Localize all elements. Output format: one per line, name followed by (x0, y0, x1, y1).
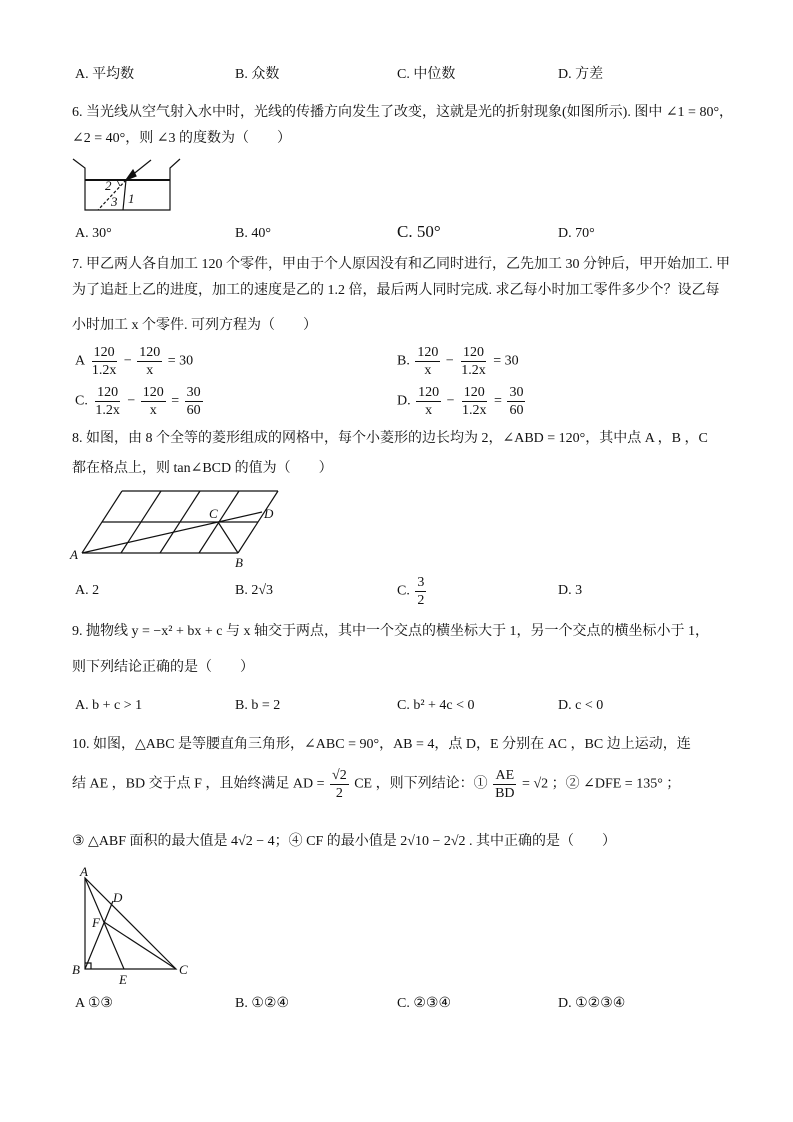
angle-label-3: 3 (111, 194, 118, 209)
point-label-f: F (92, 915, 100, 930)
q5-option-d: D. 方差 (558, 67, 604, 82)
text: = √2 ；② ∠DFE = 135° ； (522, 776, 681, 792)
q7-text-line1: 7. 甲乙两人各自加工 120 个零件，甲由于个人原因没有和乙同时进行，乙先加工 30 分钟后，甲开始加工. 甲 (72, 257, 730, 272)
q10-option-d: D. ①②③④ (558, 996, 626, 1011)
numerator: 120 (463, 345, 484, 360)
q8-option-a: A. 2 (75, 583, 100, 598)
numerator: 30 (509, 385, 524, 400)
q6-option-c: C. 50° (397, 222, 441, 241)
denominator: 2 (417, 593, 425, 608)
point-label-a: A (80, 864, 88, 879)
q6-text-line1: 6. 当光线从空气射入水中时，光线的传播方向发生了改变，这就是光的折射现象(如图所示). 图中 ∠1 = 80°， (72, 105, 734, 120)
angle-label-1: 1 (128, 191, 135, 206)
q9-option-b: B. b = 2 (235, 698, 281, 713)
q6-option-d: D. 70° (558, 226, 595, 241)
point-label-a: A (70, 547, 78, 562)
q8-text-line1: 8. 如图，由 8 个全等的菱形组成的网格中，每个小菱形的边长均为 2，∠ABD = 120°，其中点 A ，B ，C (72, 431, 708, 446)
denominator: 1.2x (95, 403, 120, 418)
numerator: 3 (417, 575, 425, 590)
denominator: 1.2x (462, 403, 487, 418)
point-label-b: B (72, 962, 80, 977)
option-label: D. (397, 393, 411, 409)
q6-option-b: B. 40° (235, 226, 271, 241)
numerator: 120 (142, 385, 164, 400)
option-label: B. (397, 353, 410, 369)
numerator: 120 (417, 345, 439, 360)
option-label: A (75, 353, 85, 369)
q7-text-line2: 为了追赶上乙的进度，加工的速度是乙的 1.2 倍，最后两人同时完成. 求乙每小时加工零件多少个？设乙每 (72, 283, 720, 298)
q9-option-a: A. b + c > 1 (75, 698, 143, 713)
text: 结 AE ，BD 交于点 F ，且始终满足 AD = (72, 776, 325, 792)
rhs: = 30 (493, 353, 519, 369)
numerator: √2 (332, 768, 347, 783)
q10-option-b: B. ①②④ (235, 996, 289, 1011)
minus: − (445, 353, 454, 369)
denominator: x (425, 403, 433, 418)
q7-option-d: D. $\frac{120}{x}$ − $\frac{120}{1.2x}$ = $\frac{30}{60}$ (397, 385, 524, 418)
q10-text-line3: ③ △ABF 面积的最大值是 4√2 − 4；④ CF 的最小值是 2√10 − 2√2 . 其中正确的是（ ） (72, 834, 617, 849)
q10-option-c: C. ②③④ (397, 996, 451, 1011)
q9-text-line1: 9. 抛物线 y = −x² + bx + c 与 x 轴交于两点，其中一个交点的横坐标大于 1，另一个交点的横坐标小于 1， (72, 624, 709, 639)
denominator: 60 (509, 403, 524, 418)
point-label-e: E (119, 972, 127, 987)
numerator: 120 (93, 345, 115, 360)
numerator: 120 (463, 385, 485, 400)
numerator: 30 (186, 385, 201, 400)
q9-option-c: C. b² + 4c < 0 (397, 698, 475, 713)
q5-option-b: B. 众数 (235, 67, 280, 82)
numerator: 120 (97, 385, 119, 400)
minus: − (123, 353, 132, 369)
numerator: AE (495, 768, 515, 783)
q8-option-d: D. 3 (558, 583, 583, 598)
rhs: = 30 (167, 353, 194, 369)
q8-text-line2: 都在格点上，则 tan∠BCD 的值为（ ） (72, 461, 333, 476)
q9-option-d: D. c < 0 (558, 698, 604, 713)
denominator: 2 (335, 786, 343, 801)
numerator: 120 (418, 385, 440, 400)
text: CE ，则下列结论：① (354, 776, 488, 792)
point-label-c: C (179, 962, 188, 977)
denominator: x (424, 363, 432, 378)
q7-text-line3: 小时加工 x 个零件. 可列方程为（ ） (72, 318, 317, 333)
q5-option-a: A. 平均数 (75, 67, 135, 82)
minus: − (127, 393, 136, 409)
minus: − (446, 393, 455, 409)
q9-text-line2: 则下列结论正确的是（ ） (72, 660, 254, 675)
angle-label-2: 2 (105, 178, 112, 193)
point-label-c: C (209, 506, 218, 521)
q6-option-a: A. 30° (75, 226, 112, 241)
denominator: x (149, 403, 157, 418)
q6-text-line2: ∠2 = 40°，则 ∠3 的度数为（ ） (72, 131, 291, 146)
denominator: 60 (186, 403, 201, 418)
option-label: C. (397, 583, 410, 599)
q8-option-b: B. 2√3 (235, 583, 274, 598)
denominator: BD (495, 786, 515, 801)
point-label-b: B (235, 555, 243, 570)
point-label-d: D (113, 890, 123, 905)
q5-option-c: C. 中位数 (397, 67, 456, 82)
q10-text-line1: 10. 如图，△ABC 是等腰直角三角形，∠ABC = 90°，AB = 4，点 D，E 分别在 AC ，BC 边上运动，连 (72, 737, 691, 752)
q7-option-c: C. $\frac{120}{1.2x}$ − $\frac{120}{x}$ = $\frac{30}{60}$ (75, 385, 201, 418)
denominator: 1.2x (91, 363, 117, 378)
denominator: 1.2x (461, 363, 486, 378)
q10-option-a: A ①③ (75, 996, 113, 1011)
denominator: x (146, 363, 154, 378)
option-label: C. (75, 393, 88, 409)
point-label-d: D (264, 506, 274, 521)
numerator: 120 (139, 345, 161, 360)
